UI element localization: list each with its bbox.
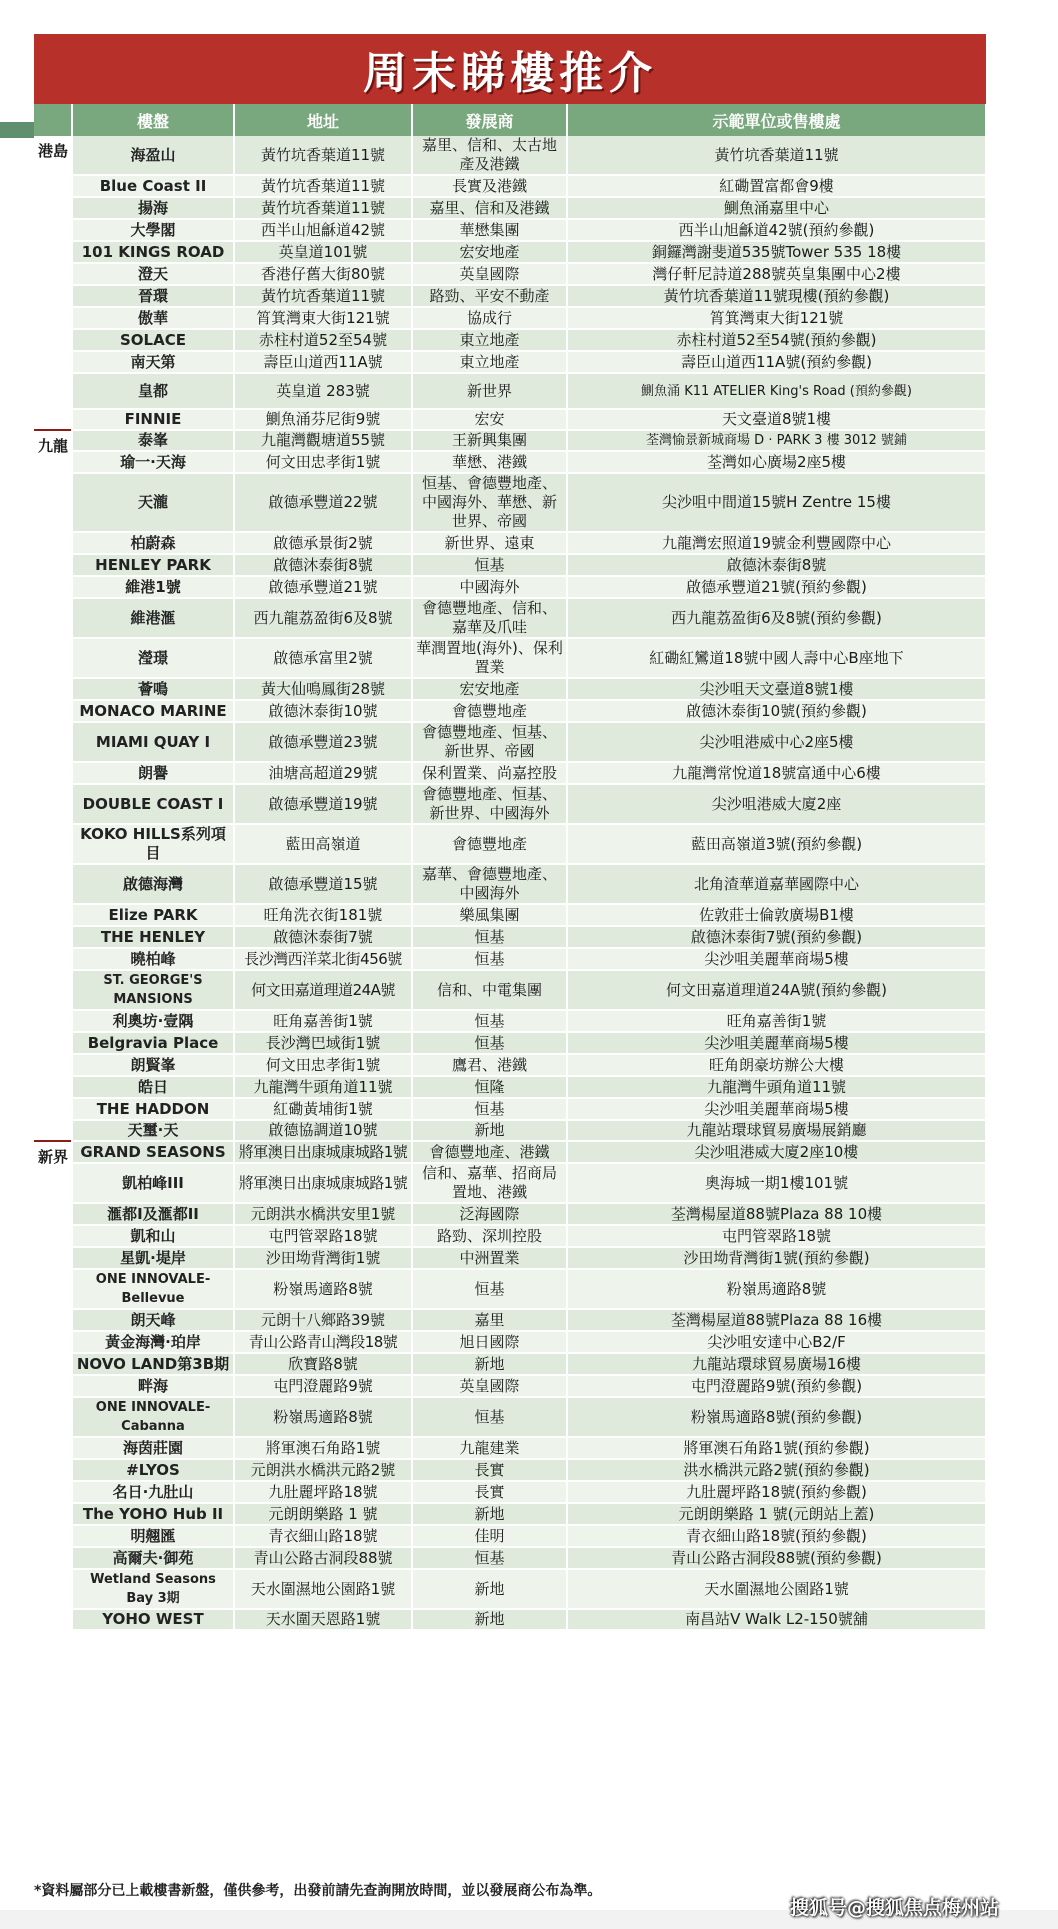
developer: 保利置業、尚嘉控股 <box>412 762 567 784</box>
showroom: 粉嶺馬適路8號 <box>567 1269 986 1309</box>
developer: 嘉里、信和、太古地產及港鐵 <box>412 136 567 175</box>
table-row <box>34 241 986 263</box>
estate-name: KOKO HILLS系列項目 <box>72 824 234 864</box>
table-row <box>34 948 986 970</box>
estate-name: Belgravia Place <box>72 1032 234 1054</box>
table-row <box>34 554 986 576</box>
showroom: 西半山旭龢道42號(預約參觀) <box>567 219 986 241</box>
estate-name: 曉柏峰 <box>72 948 234 970</box>
developer: 新地 <box>412 1609 567 1630</box>
table-row <box>34 1397 986 1437</box>
showroom: 啟德沐泰街8號 <box>567 554 986 576</box>
address: 啟德承景街2號 <box>234 532 412 554</box>
showroom: 藍田高嶺道3號(預約參觀) <box>567 824 986 864</box>
showroom: 奧海城一期1樓101號 <box>567 1163 986 1203</box>
table-row <box>34 784 986 824</box>
table-row <box>34 700 986 722</box>
address: 將軍澳日出康城康城路1號 <box>234 1141 412 1163</box>
address: 壽臣山道西11A號 <box>234 351 412 373</box>
developer: 英皇國際 <box>412 263 567 285</box>
address: 屯門澄麗路9號 <box>234 1375 412 1397</box>
developer: 新世界 <box>412 373 567 409</box>
table-row <box>34 722 986 762</box>
estate-name: MONACO MARINE <box>72 700 234 722</box>
developer: 恒基 <box>412 1547 567 1569</box>
developer: 信和、嘉華、招商局置地、港鐵 <box>412 1163 567 1203</box>
address: 天水圍濕地公園路1號 <box>234 1569 412 1609</box>
developer: 會德豐地產、港鐵 <box>412 1141 567 1163</box>
developer: 華潤置地(海外)、保利置業 <box>412 638 567 678</box>
showroom: 九龍灣牛頭角道11號 <box>567 1076 986 1098</box>
table-row <box>34 970 986 1010</box>
showroom: 旺角嘉善街1號 <box>567 1010 986 1032</box>
developer: 新地 <box>412 1569 567 1609</box>
table-row <box>34 1054 986 1076</box>
showroom: 尖沙咀美麗華商場5樓 <box>567 1098 986 1120</box>
showroom: 洪水橋洪元路2號(預約參觀) <box>567 1459 986 1481</box>
address: 將軍澳石角路1號 <box>234 1437 412 1459</box>
showroom: 紅磡置富都會9樓 <box>567 175 986 197</box>
table-row <box>34 1609 986 1630</box>
address: 九龍灣牛頭角道11號 <box>234 1076 412 1098</box>
estate-name: 啟德海灣 <box>72 864 234 904</box>
table-row <box>34 175 986 197</box>
title-banner <box>34 34 986 104</box>
developer: 宏安地產 <box>412 241 567 263</box>
estate-name: 大學閣 <box>72 219 234 241</box>
developer: 會德豐地產、信和、嘉華及爪哇 <box>412 598 567 638</box>
address: 啟德協調道10號 <box>234 1120 412 1141</box>
showroom: 尖沙咀港威中心2座5樓 <box>567 722 986 762</box>
address: 旺角嘉善街1號 <box>234 1010 412 1032</box>
estate-name: 揚海 <box>72 197 234 219</box>
estate-name: 海茵莊園 <box>72 1437 234 1459</box>
table-row <box>34 1032 986 1054</box>
estate-name: 薈鳴 <box>72 678 234 700</box>
estate-name: 柏蔚森 <box>72 532 234 554</box>
table-row <box>34 762 986 784</box>
developer: 恒基 <box>412 1269 567 1309</box>
estate-name: Blue Coast II <box>72 175 234 197</box>
developer: 佳明 <box>412 1525 567 1547</box>
address: 長沙灣西洋菜北街456號 <box>234 948 412 970</box>
address: 青山公路青山灣段18號 <box>234 1331 412 1353</box>
developer: 東立地產 <box>412 351 567 373</box>
developer: 恒隆 <box>412 1076 567 1098</box>
developer: 會德豐地產、恒基、新世界、帝國 <box>412 722 567 762</box>
estate-name: MIAMI QUAY I <box>72 722 234 762</box>
table-row <box>34 136 986 175</box>
table-row <box>34 598 986 638</box>
estate-name: 瀅璟 <box>72 638 234 678</box>
region-label: 新界 <box>34 1141 72 1630</box>
watermark: 搜狐号@搜狐焦点梅州站 <box>790 1897 1000 1919</box>
showroom: 啟德沐泰街10號(預約參觀) <box>567 700 986 722</box>
estate-name: 101 KINGS ROAD <box>72 241 234 263</box>
estate-name: 天璽·天 <box>72 1120 234 1141</box>
showroom: 黃竹坑香葉道11號現樓(預約參觀) <box>567 285 986 307</box>
estate-name: 滙都I及滙都II <box>72 1203 234 1225</box>
developer: 樂風集團 <box>412 904 567 926</box>
table-row <box>34 409 986 430</box>
estate-name: 天瀧 <box>72 473 234 532</box>
address: 啟德沐泰街7號 <box>234 926 412 948</box>
developer: 新世界、遠東 <box>412 532 567 554</box>
address: 黃竹坑香葉道11號 <box>234 175 412 197</box>
developer: 信和、中電集團 <box>412 970 567 1010</box>
developer: 王新興集團 <box>412 430 567 451</box>
address: 藍田高嶺道 <box>234 824 412 864</box>
showroom: 九龍站環球貿易廣場16樓 <box>567 1353 986 1375</box>
showroom: 旺角朗豪坊辦公大樓 <box>567 1054 986 1076</box>
developer: 路勁、平安不動產 <box>412 285 567 307</box>
developer: 恒基 <box>412 1098 567 1120</box>
estate-name: 朗譽 <box>72 762 234 784</box>
estate-name: NOVO LAND第3B期 <box>72 1353 234 1375</box>
address: 黃竹坑香葉道11號 <box>234 197 412 219</box>
showroom: 屯門管翠路18號 <box>567 1225 986 1247</box>
showroom: 尖沙咀天文臺道8號1樓 <box>567 678 986 700</box>
address: 元朗洪水橋洪元路2號 <box>234 1459 412 1481</box>
showroom: 壽臣山道西11A號(預約參觀) <box>567 351 986 373</box>
address: 啟德承豐道22號 <box>234 473 412 532</box>
estate-name: 凱和山 <box>72 1225 234 1247</box>
table-row <box>34 1120 986 1141</box>
showroom: 九龍灣常悅道18號富通中心6樓 <box>567 762 986 784</box>
showroom: 荃灣楊屋道88號Plaza 88 16樓 <box>567 1309 986 1331</box>
estate-name: THE HADDON <box>72 1098 234 1120</box>
developer: 會德豐地產 <box>412 824 567 864</box>
showroom: 赤柱村道52至54號(預約參觀) <box>567 329 986 351</box>
showroom: 天水圍濕地公園路1號 <box>567 1569 986 1609</box>
developer: 英皇國際 <box>412 1375 567 1397</box>
showroom: 青衣細山路18號(預約參觀) <box>567 1525 986 1547</box>
table-row <box>34 351 986 373</box>
address: 九龍灣觀塘道55號 <box>234 430 412 451</box>
table-row <box>34 373 986 409</box>
estate-name: 海盈山 <box>72 136 234 175</box>
table-row <box>34 1076 986 1098</box>
showroom: 尖沙咀港威大廈2座 <box>567 784 986 824</box>
showroom: 北角渣華道嘉華國際中心 <box>567 864 986 904</box>
table-row <box>34 219 986 241</box>
table-row <box>34 1547 986 1569</box>
showroom: 黃竹坑香葉道11號 <box>567 136 986 175</box>
address: 粉嶺馬適路8號 <box>234 1269 412 1309</box>
table-body <box>34 136 986 1630</box>
showroom: 筲箕灣東大街121號 <box>567 307 986 329</box>
table-row <box>34 1098 986 1120</box>
table-row <box>34 473 986 532</box>
table-row <box>34 430 986 451</box>
address: 何文田嘉道理道24A號 <box>234 970 412 1010</box>
estate-name: 星凱·堤岸 <box>72 1247 234 1269</box>
developer: 宏安地產 <box>412 678 567 700</box>
showroom: 西九龍荔盈街6及8號(預約參觀) <box>567 598 986 638</box>
header-address: 地址 <box>234 104 412 136</box>
estate-name: 維港滙 <box>72 598 234 638</box>
showroom: 九肚麗坪路18號(預約參觀) <box>567 1481 986 1503</box>
address: 英皇道 283號 <box>234 373 412 409</box>
estate-name: 皇都 <box>72 373 234 409</box>
showroom: 青山公路古洞段88號(預約參觀) <box>567 1547 986 1569</box>
showroom: 鰂魚涌 K11 ATELIER King's Road (預約參觀) <box>567 373 986 409</box>
table-row <box>34 1010 986 1032</box>
address: 赤柱村道52至54號 <box>234 329 412 351</box>
address: 啟德承豐道21號 <box>234 576 412 598</box>
table-row <box>34 1569 986 1609</box>
estate-name: GRAND SEASONS <box>72 1141 234 1163</box>
table-row <box>34 926 986 948</box>
address: 青山公路古洞段88號 <box>234 1547 412 1569</box>
developer: 旭日國際 <box>412 1331 567 1353</box>
showroom: 荃灣如心廣場2座5樓 <box>567 451 986 473</box>
address: 青衣細山路18號 <box>234 1525 412 1547</box>
developer: 新地 <box>412 1120 567 1141</box>
address: 西半山旭龢道42號 <box>234 219 412 241</box>
estate-name: 凱柏峰III <box>72 1163 234 1203</box>
showroom: 屯門澄麗路9號(預約參觀) <box>567 1375 986 1397</box>
showroom: 何文田嘉道理道24A號(預約參觀) <box>567 970 986 1010</box>
estate-name: 泰峯 <box>72 430 234 451</box>
table-row <box>34 1225 986 1247</box>
showroom: 灣仔軒尼詩道288號英皇集團中心2樓 <box>567 263 986 285</box>
table-row <box>34 1163 986 1203</box>
showroom: 啟德沐泰街7號(預約參觀) <box>567 926 986 948</box>
table-row <box>34 678 986 700</box>
developer: 會德豐地產 <box>412 700 567 722</box>
developer: 華懋、港鐵 <box>412 451 567 473</box>
estate-name: 瑜一·天海 <box>72 451 234 473</box>
table-row <box>34 197 986 219</box>
address: 啟德承富里2號 <box>234 638 412 678</box>
developer: 長實 <box>412 1459 567 1481</box>
address: 黃竹坑香葉道11號 <box>234 285 412 307</box>
showroom: 九龍站環球貿易廣場展銷廳 <box>567 1120 986 1141</box>
address: 啟德沐泰街10號 <box>234 700 412 722</box>
footnote: *資料屬部分已上載樓書新盤，僅供參考，出發前請先查詢開放時間，並以發展商公布為準。 <box>34 1883 602 1899</box>
estate-name: 維港1號 <box>72 576 234 598</box>
developer: 長實 <box>412 1481 567 1503</box>
header-region <box>34 104 72 136</box>
showroom: 尖沙咀港威大廈2座10樓 <box>567 1141 986 1163</box>
estate-name: The YOHO Hub II <box>72 1503 234 1525</box>
address: 欣寶路8號 <box>234 1353 412 1375</box>
address: 將軍澳日出康城康城路1號 <box>234 1163 412 1203</box>
showroom: 佐敦莊士倫敦廣場B1樓 <box>567 904 986 926</box>
showroom: 尖沙咀中間道15號H Zentre 15樓 <box>567 473 986 532</box>
showroom: 南昌站V Walk L2-150號舖 <box>567 1609 986 1630</box>
developer: 恒基 <box>412 926 567 948</box>
developer: 鷹君、港鐵 <box>412 1054 567 1076</box>
showroom: 鰂魚涌嘉里中心 <box>567 197 986 219</box>
developer: 東立地產 <box>412 329 567 351</box>
property-table <box>34 104 987 1631</box>
estate-name: ONE INNOVALE-Cabanna <box>72 1397 234 1437</box>
showroom: 荃灣楊屋道88號Plaza 88 10樓 <box>567 1203 986 1225</box>
address: 黃竹坑香葉道11號 <box>234 136 412 175</box>
developer: 恒基、會德豐地產、中國海外、華懋、新世界、帝國 <box>412 473 567 532</box>
table-row <box>34 1331 986 1353</box>
estate-name: Wetland Seasons Bay 3期 <box>72 1569 234 1609</box>
developer: 嘉華、會德豐地產、中國海外 <box>412 864 567 904</box>
table-row <box>34 532 986 554</box>
region-label: 港島 <box>34 136 72 430</box>
showroom: 紅磡紅鸞道18號中國人壽中心B座地下 <box>567 638 986 678</box>
table-row <box>34 824 986 864</box>
estate-name: 澄天 <box>72 263 234 285</box>
developer: 恒基 <box>412 1010 567 1032</box>
estate-name: SOLACE <box>72 329 234 351</box>
address: 屯門管翠路18號 <box>234 1225 412 1247</box>
table-row <box>34 638 986 678</box>
address: 西九龍荔盈街6及8號 <box>234 598 412 638</box>
address: 英皇道101號 <box>234 241 412 263</box>
address: 油塘高超道29號 <box>234 762 412 784</box>
estate-name: #LYOS <box>72 1459 234 1481</box>
developer: 新地 <box>412 1353 567 1375</box>
address: 九肚麗坪路18號 <box>234 1481 412 1503</box>
developer: 協成行 <box>412 307 567 329</box>
estate-name: 朗天峰 <box>72 1309 234 1331</box>
address: 天水圍天恩路1號 <box>234 1609 412 1630</box>
address: 啟德承豐道19號 <box>234 784 412 824</box>
address: 黃大仙鳴鳳街28號 <box>234 678 412 700</box>
address: 元朗朗樂路 1 號 <box>234 1503 412 1525</box>
address: 何文田忠孝街1號 <box>234 1054 412 1076</box>
page-title: 周末睇樓推介 <box>363 48 657 99</box>
developer: 路勁、深圳控股 <box>412 1225 567 1247</box>
address: 元朗洪水橋洪安里1號 <box>234 1203 412 1225</box>
developer: 恒基 <box>412 1397 567 1437</box>
showroom: 尖沙咀美麗華商場5樓 <box>567 948 986 970</box>
left-edge-tab <box>0 122 34 138</box>
address: 粉嶺馬適路8號 <box>234 1397 412 1437</box>
developer: 嘉里、信和及港鐵 <box>412 197 567 219</box>
developer: 華懋集團 <box>412 219 567 241</box>
showroom: 粉嶺馬適路8號(預約參觀) <box>567 1397 986 1437</box>
table-row <box>34 904 986 926</box>
estate-name: 南天第 <box>72 351 234 373</box>
showroom: 九龍灣宏照道19號金利豐國際中心 <box>567 532 986 554</box>
table-row <box>34 1525 986 1547</box>
table-row <box>34 1503 986 1525</box>
table-row <box>34 1375 986 1397</box>
showroom: 沙田坳背灣街1號(預約參觀) <box>567 1247 986 1269</box>
developer: 九龍建業 <box>412 1437 567 1459</box>
table-row <box>34 451 986 473</box>
estate-name: THE HENLEY <box>72 926 234 948</box>
table-row <box>34 1141 986 1163</box>
estate-name: DOUBLE COAST I <box>72 784 234 824</box>
address: 沙田坳背灣街1號 <box>234 1247 412 1269</box>
address: 啟德沐泰街8號 <box>234 554 412 576</box>
table-row <box>34 329 986 351</box>
table-row <box>34 1269 986 1309</box>
table-row <box>34 1437 986 1459</box>
table-row <box>34 1353 986 1375</box>
developer: 長實及港鐵 <box>412 175 567 197</box>
showroom: 將軍澳石角路1號(預約參觀) <box>567 1437 986 1459</box>
header-showroom: 示範單位或售樓處 <box>567 104 986 136</box>
table-row <box>34 307 986 329</box>
estate-name: ONE INNOVALE-Bellevue <box>72 1269 234 1309</box>
estate-name: YOHO WEST <box>72 1609 234 1630</box>
header-estate: 樓盤 <box>72 104 234 136</box>
estate-name: Elize PARK <box>72 904 234 926</box>
developer: 會德豐地產、恒基、新世界、中國海外 <box>412 784 567 824</box>
address: 筲箕灣東大街121號 <box>234 307 412 329</box>
showroom: 尖沙咀安達中心B2/F <box>567 1331 986 1353</box>
developer: 中國海外 <box>412 576 567 598</box>
developer: 新地 <box>412 1503 567 1525</box>
table-row <box>34 285 986 307</box>
developer: 宏安 <box>412 409 567 430</box>
developer: 中洲置業 <box>412 1247 567 1269</box>
table-row <box>34 1481 986 1503</box>
address: 長沙灣巴域街1號 <box>234 1032 412 1054</box>
developer: 嘉里 <box>412 1309 567 1331</box>
header-row <box>34 104 986 136</box>
estate-name: 皓日 <box>72 1076 234 1098</box>
showroom: 啟德承豐道21號(預約參觀) <box>567 576 986 598</box>
estate-name: 名日·九肚山 <box>72 1481 234 1503</box>
region-label: 九龍 <box>34 430 72 1141</box>
estate-name: 黃金海灣·珀岸 <box>72 1331 234 1353</box>
table-row <box>34 263 986 285</box>
address: 香港仔舊大街80號 <box>234 263 412 285</box>
address: 何文田忠孝街1號 <box>234 451 412 473</box>
developer: 恒基 <box>412 1032 567 1054</box>
developer: 泛海國際 <box>412 1203 567 1225</box>
showroom: 荃灣愉景新城商場 D · PARK 3 樓 3012 號鋪 <box>567 430 986 451</box>
table-row <box>34 1247 986 1269</box>
estate-name: 明翹匯 <box>72 1525 234 1547</box>
address: 紅磡黃埔街1號 <box>234 1098 412 1120</box>
table-row <box>34 1203 986 1225</box>
showroom: 天文臺道8號1樓 <box>567 409 986 430</box>
developer: 恒基 <box>412 948 567 970</box>
address: 鰂魚涌芬尼街9號 <box>234 409 412 430</box>
header-developer: 發展商 <box>412 104 567 136</box>
showroom: 元朗朗樂路 1 號(元朗站上蓋) <box>567 1503 986 1525</box>
address: 元朗十八鄉路39號 <box>234 1309 412 1331</box>
table-row <box>34 576 986 598</box>
table-row <box>34 1459 986 1481</box>
table-row <box>34 864 986 904</box>
address: 旺角洗衣街181號 <box>234 904 412 926</box>
showroom: 銅鑼灣謝斐道535號Tower 535 18樓 <box>567 241 986 263</box>
table-row <box>34 1309 986 1331</box>
address: 啟德承豐道15號 <box>234 864 412 904</box>
estate-name: FINNIE <box>72 409 234 430</box>
developer: 恒基 <box>412 554 567 576</box>
estate-name: 晉環 <box>72 285 234 307</box>
estate-name: 利奧坊·壹隅 <box>72 1010 234 1032</box>
estate-name: 朗賢峯 <box>72 1054 234 1076</box>
estate-name: 高爾夫·御苑 <box>72 1547 234 1569</box>
estate-name: 畔海 <box>72 1375 234 1397</box>
estate-name: ST. GEORGE'S MANSIONS <box>72 970 234 1010</box>
estate-name: HENLEY PARK <box>72 554 234 576</box>
estate-name: 傲華 <box>72 307 234 329</box>
showroom: 尖沙咀美麗華商場5樓 <box>567 1032 986 1054</box>
address: 啟德承豐道23號 <box>234 722 412 762</box>
